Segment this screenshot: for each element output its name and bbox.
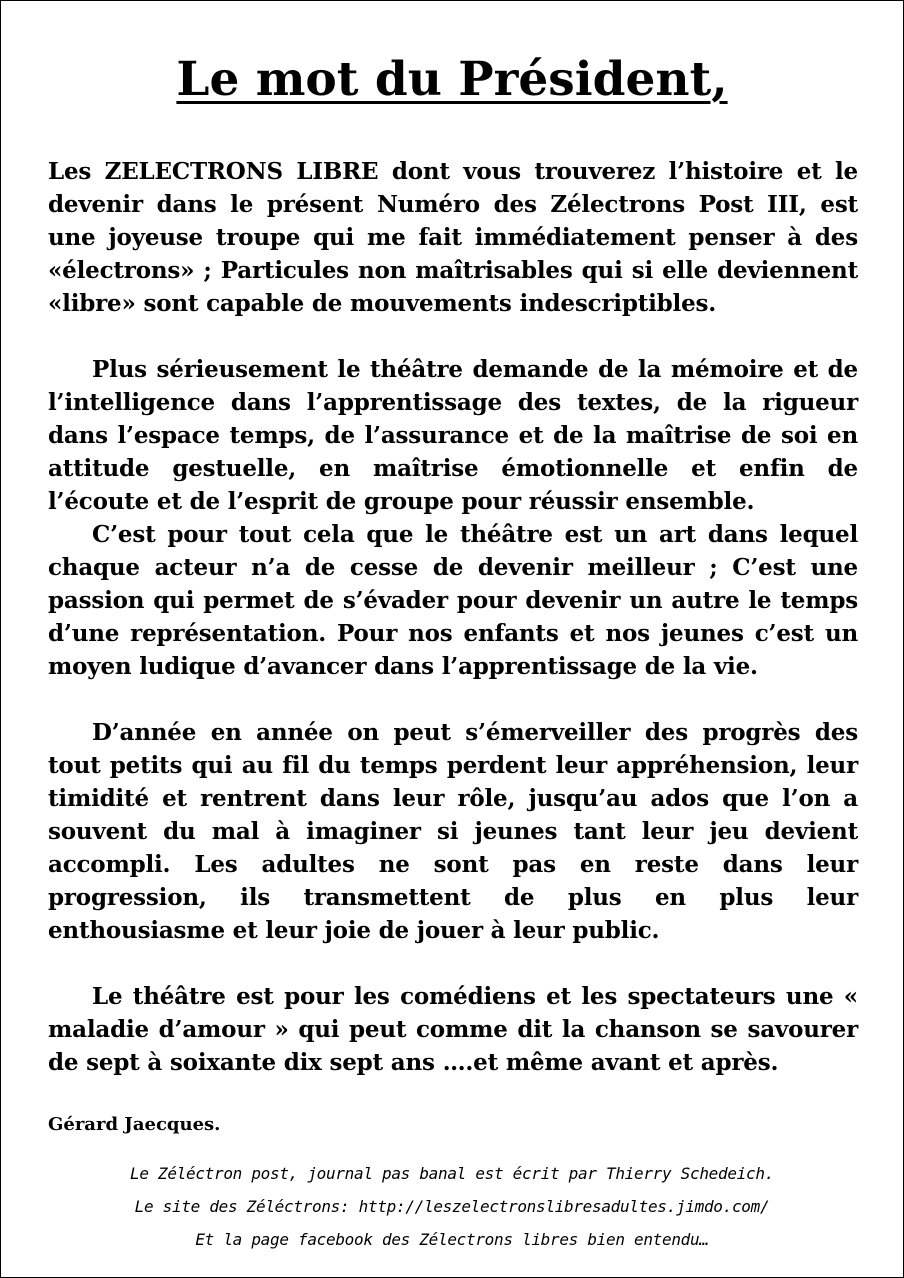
paragraph-theatre-demands: Plus sérieusement le théâtre demande de la mémoire et de l’intelligence dans l’apprentissage des textes, de la rigueur dans l’espace temps, de l’assurance et de la maîtrise de soi en attitude gestuelle, en maîtrise émotionnelle et enfin de l’écoute et de l’esprit de groupe pour réussir ensemble.	[48, 356, 858, 515]
footer-line-website: Le site des Zéléctrons: http://leszelectronslibresadultes.jimdo.com/	[134, 1197, 770, 1216]
paragraph-progress: D’année en année on peut s’émerveiller des progrès des tout petits qui au fil du temps perdent leur appréhension, leur timidité et rentrent dans leur rôle, jusqu’au ados que l’on a souvent du mal à imaginer si jeunes tant leur jeu devient accompli. Les adultes ne sont pas en reste dans leur progression, ils transmettent de plus en plus leur enthousiasme et leur joie de jouer à leur public.	[48, 719, 858, 944]
page-title	[0, 50, 904, 110]
paragraph-conclusion: Le théâtre est pour les comédiens et les spectateurs une « maladie d’amour » qui peut comme dit la chanson se savourer de sept à soixante dix sept ans ….et même avant et après.	[48, 983, 858, 1076]
footer-line-author: Le Zéléctron post, journal pas banal est écrit par Thierry Schedeich.	[130, 1164, 774, 1183]
page-title-text: Le mot du Président,	[176, 52, 728, 107]
article-body	[48, 155, 858, 1079]
paragraph-theatre-art: C’est pour tout cela que le théâtre est un art dans lequel chaque acteur n’a de cesse de devenir meilleur ; C’est une passion qui permet de s’évader pour devenir un autre le temps d’une représentation. Pour nos enfants et nos jeunes c’est un moyen ludique d’avancer dans l’apprentissage de la vie.	[48, 521, 858, 680]
footer	[0, 1157, 904, 1256]
footer-line-facebook: Et la page facebook des Zélectrons libres bien entendu…	[195, 1230, 709, 1249]
paragraph-intro: Les ZELECTRONS LIBRE dont vous trouverez l’histoire et le devenir dans le présent Numéro des Zélectrons Post III, est une joyeuse troupe qui me fait immédiatement penser à des «électrons» ; Particules non maîtrisables qui si elle deviennent «libre» sont capable de mouvements indescriptibles.	[48, 158, 858, 317]
signature: Gérard Jaecques.	[48, 1114, 221, 1135]
